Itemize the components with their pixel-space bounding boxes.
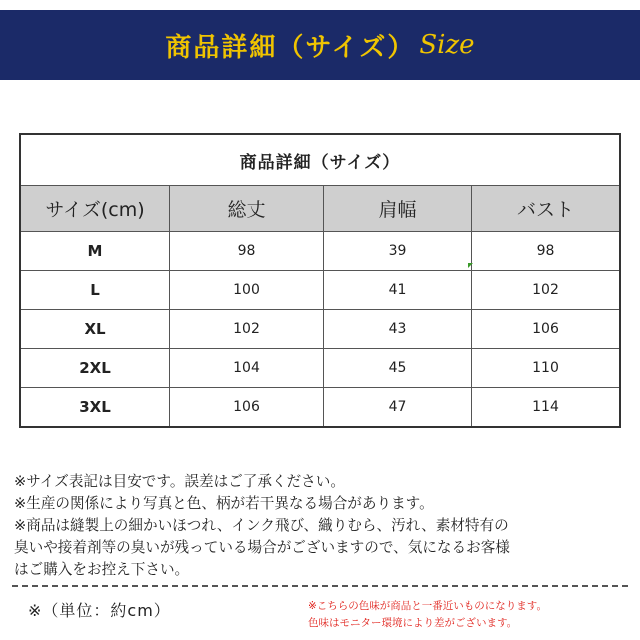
table-row bbox=[21, 349, 619, 388]
shoulder-cell: 41 bbox=[324, 271, 472, 309]
note-line: はご購入をお控え下さい。 bbox=[14, 561, 190, 578]
header-banner bbox=[0, 10, 640, 80]
length-cell: 100 bbox=[170, 271, 324, 309]
note-line: ※サイズ表記は目安です。誤差はご了承ください。 bbox=[14, 473, 345, 490]
notes-block bbox=[14, 471, 630, 581]
bust-cell: 114 bbox=[532, 399, 559, 415]
size-cell: L bbox=[21, 271, 170, 309]
shoulder-cell: 45 bbox=[324, 349, 472, 387]
shoulder-cell: 47 bbox=[324, 388, 472, 426]
unit-note: ※（単位：約cm） bbox=[28, 601, 171, 620]
size-cell: XL bbox=[21, 310, 170, 348]
note-line: ※生産の関係により写真と色、柄が若干異なる場合があります。 bbox=[14, 495, 434, 512]
length-cell: 98 bbox=[170, 232, 324, 270]
note-line: 臭いや接着剤等の臭いが残っている場合がございますので、気になるお客様 bbox=[14, 539, 510, 556]
length-cell: 106 bbox=[170, 388, 324, 426]
size-cell: 3XL bbox=[21, 388, 170, 426]
header-size: サイズ(cm) bbox=[21, 186, 170, 231]
header-bust: バスト bbox=[516, 199, 574, 221]
note-line: ※商品は縫製上の細かいほつれ、インク飛び、織りむら、汚れ、素材特有の bbox=[14, 517, 509, 534]
table-row bbox=[21, 388, 619, 426]
table-row bbox=[21, 232, 619, 271]
dashed-divider bbox=[12, 585, 628, 587]
color-note-line: ※こちらの色味が商品と一番近いものになります。 bbox=[308, 600, 547, 612]
banner-script-text: Size bbox=[419, 30, 475, 60]
shoulder-cell: 39 bbox=[324, 232, 472, 270]
bust-cell: 98 bbox=[536, 243, 555, 259]
shoulder-cell: 43 bbox=[324, 310, 472, 348]
table-header-row bbox=[21, 186, 619, 232]
length-cell: 102 bbox=[170, 310, 324, 348]
length-cell: 104 bbox=[170, 349, 324, 387]
size-table bbox=[19, 133, 621, 428]
header-shoulder: 肩幅 bbox=[324, 186, 472, 231]
table-row bbox=[21, 271, 619, 310]
size-cell: M bbox=[21, 232, 170, 270]
table-title: 商品詳細（サイズ） bbox=[21, 135, 619, 186]
table-row bbox=[21, 310, 619, 349]
bust-cell: 106 bbox=[532, 321, 559, 337]
bust-cell: 110 bbox=[532, 360, 559, 376]
banner-title: 商品詳細（サイズ） bbox=[165, 32, 416, 63]
bust-cell: 102 bbox=[532, 282, 559, 298]
color-note-line: 色味はモニター環境により差がございます。 bbox=[308, 617, 518, 629]
color-note bbox=[308, 598, 547, 632]
size-cell: 2XL bbox=[21, 349, 170, 387]
cell-comment-marker bbox=[468, 263, 473, 268]
header-length: 総丈 bbox=[170, 186, 324, 231]
